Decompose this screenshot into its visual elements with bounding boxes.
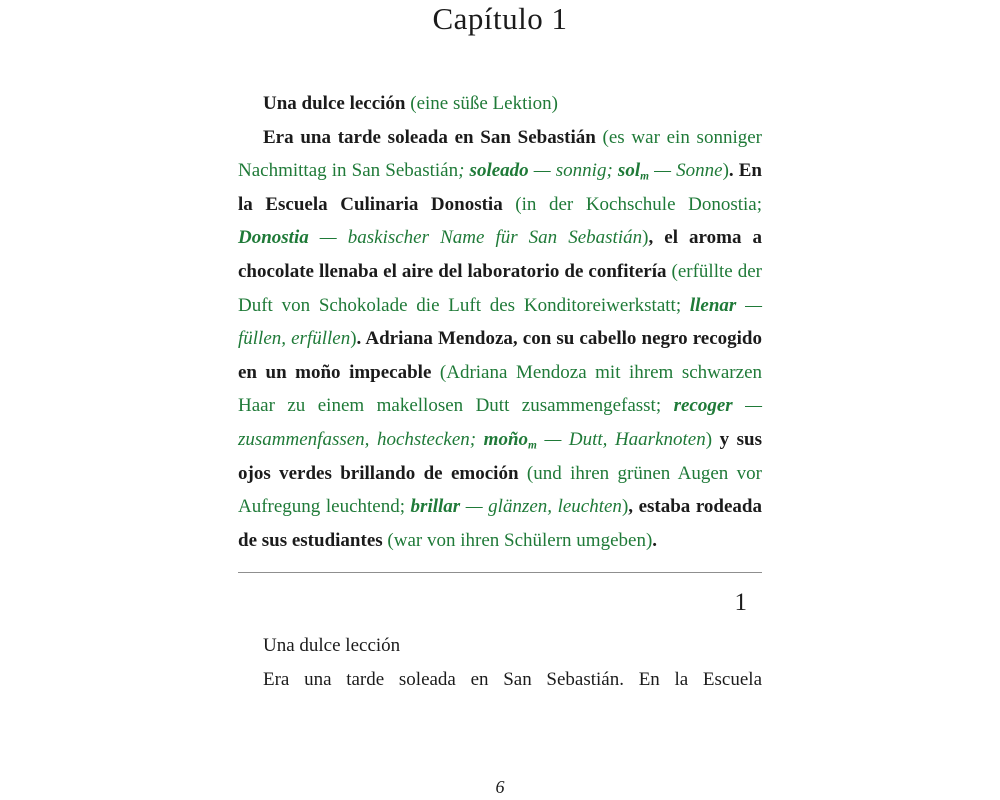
text-segment: — Dutt, Haarknoten [536, 428, 706, 450]
text-segment: , el aroma a chocolate llenaba el aire del laboratorio de confitería [238, 227, 762, 282]
text-segment: . En la Escuela Culinaria Donostia [238, 160, 763, 215]
text-segment: soleado [469, 160, 529, 182]
text-segment: llenar [689, 294, 737, 316]
text-segment: (erfüllte der Duft von Schokolade die Luft des Konditoreiwerkstatt; [238, 260, 762, 316]
text-segment: (es war ein sonniger Nachmittag in San Sebastián [238, 126, 762, 182]
text-segment: — glänzen, leuchten [460, 496, 622, 518]
section-number: 1 [734, 589, 747, 617]
page-number: 6 [495, 777, 505, 797]
chapter-title: Capítulo 1 [432, 1, 568, 36]
text-segment: recoger [673, 395, 733, 417]
text-segment: ) [621, 496, 629, 518]
text-segment: (eine süße Lektion) [410, 93, 558, 114]
text-segment: Una dulce lección [263, 93, 411, 114]
plain-paragraph-line: Era una tarde soleada en San Sebastián. En la Escuela [263, 668, 762, 690]
text-segment: sol [617, 160, 641, 182]
text-segment: y sus ojos verdes brillando de emoción [238, 428, 762, 484]
text-segment: (war von ihren Schülern umgeben) [387, 529, 653, 551]
text-segment: Era una tarde soleada en San Sebastián [263, 126, 603, 148]
text-segment: ; [458, 160, 470, 182]
text-column [238, 87, 762, 697]
text-segment: — Sonne [648, 160, 723, 182]
text-segment: moño [483, 428, 529, 450]
text-segment: — zusammenfassen, hochstecken; [238, 395, 762, 450]
text-segment: (und ihren grünen Augen vor Aufregung leuchtend; [238, 462, 762, 518]
text-segment: — sonnig; [528, 160, 618, 182]
lesson-title-bilingual [238, 87, 762, 121]
text-segment: (in der Kochschule Donostia; [515, 193, 762, 215]
text-segment: m [640, 170, 649, 183]
text-segment: , estaba rodeada de sus estudiantes [238, 496, 762, 551]
plain-text-block [238, 629, 762, 696]
text-segment: m [528, 439, 537, 452]
text-segment: — füllen, erfüllen [238, 294, 762, 350]
text-segment: ) [705, 428, 713, 450]
text-segment: Donostia [238, 227, 309, 249]
text-segment: ) [642, 227, 649, 249]
text-segment: . Adriana Mendoza, con su cabello negro recogido en un moño impecable [238, 328, 762, 383]
bilingual-paragraph [238, 121, 762, 558]
text-segment: — baskischer Name für San Sebastián [308, 227, 643, 249]
section-divider [238, 572, 762, 573]
text-segment: ) [722, 160, 729, 182]
plain-lesson-title: Una dulce lección [263, 635, 401, 657]
text-segment: . [652, 529, 658, 551]
text-segment: ) [350, 328, 357, 350]
text-segment: (Adriana Mendoza mit ihrem schwarzen Haar zu einem makellosen Dutt zusammengefasst; [238, 361, 762, 417]
text-segment: brillar [410, 496, 461, 518]
